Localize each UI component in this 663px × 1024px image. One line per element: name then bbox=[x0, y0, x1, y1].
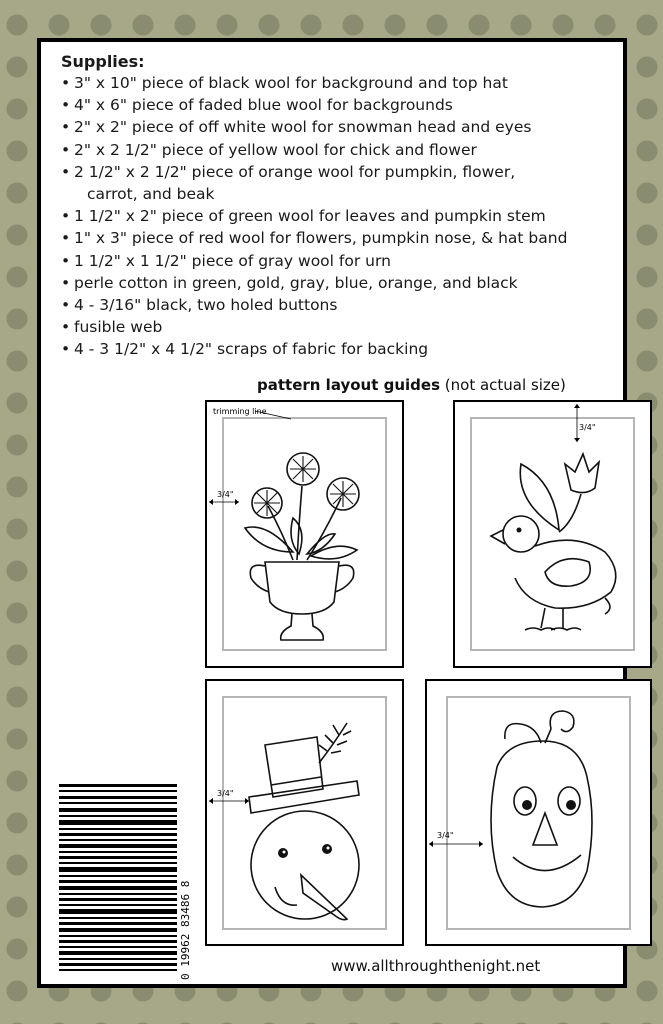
supply-item: • 1 1/2" x 2" piece of green wool for leaves and pumpkin stem bbox=[61, 205, 621, 227]
pattern-guides-title bbox=[257, 376, 566, 394]
barcode bbox=[59, 784, 195, 984]
measure-label: 3/4" bbox=[579, 423, 596, 432]
supply-item: • 4 - 3/16" black, two holed buttons bbox=[61, 294, 621, 316]
measure-label: 3/4" bbox=[217, 490, 234, 499]
supply-item: • perle cotton in green, gold, gray, blue, orange, and black bbox=[61, 272, 621, 294]
snowman-drawing bbox=[207, 681, 402, 944]
flower-urn-guide bbox=[205, 400, 404, 668]
pumpkin-drawing bbox=[427, 681, 650, 944]
barcode-graphic bbox=[59, 784, 195, 980]
barcode-digits: 0 19962 83486 8 bbox=[179, 880, 192, 980]
chick-drawing bbox=[455, 402, 650, 666]
supply-item: • 4 - 3 1/2" x 4 1/2" scraps of fabric for backing bbox=[61, 338, 621, 360]
supply-item: • 2 1/2" x 2 1/2" piece of orange wool for pumpkin, flower, bbox=[61, 161, 621, 183]
trimming-line-label: trimming line bbox=[213, 407, 267, 416]
trim-line-rect bbox=[447, 697, 630, 929]
supplies-title: Supplies: bbox=[61, 52, 145, 71]
supply-item: • 3" x 10" piece of black wool for background and top hat bbox=[61, 72, 621, 94]
supply-item: • 4" x 6" piece of faded blue wool for backgrounds bbox=[61, 94, 621, 116]
supply-item: • 2" x 2" piece of off white wool for snowman head and eyes bbox=[61, 116, 621, 138]
pumpkin-guide bbox=[425, 679, 652, 946]
supply-item: • 1 1/2" x 1 1/2" piece of gray wool for urn bbox=[61, 250, 621, 272]
guides-title-rest: (not actual size) bbox=[440, 376, 566, 394]
supply-item: • 2" x 2 1/2" piece of yellow wool for chick and flower bbox=[61, 139, 621, 161]
supply-item: • 1" x 3" piece of red wool for flowers, pumpkin nose, & hat band bbox=[61, 227, 621, 249]
guides-title-bold: pattern layout guides bbox=[257, 376, 441, 394]
flower-urn-drawing bbox=[207, 402, 402, 666]
supplies-section bbox=[61, 52, 621, 361]
website-url: www.allthroughthenight.net bbox=[331, 957, 541, 975]
measure-label: 3/4" bbox=[217, 789, 234, 798]
chick-guide bbox=[453, 400, 652, 668]
supplies-list bbox=[61, 72, 621, 361]
supply-item-continued: carrot, and beak bbox=[87, 185, 215, 204]
back-cover-card bbox=[37, 38, 627, 988]
measure-label: 3/4" bbox=[437, 831, 454, 840]
snowman-guide bbox=[205, 679, 404, 946]
supply-item: • fusible web bbox=[61, 316, 621, 338]
